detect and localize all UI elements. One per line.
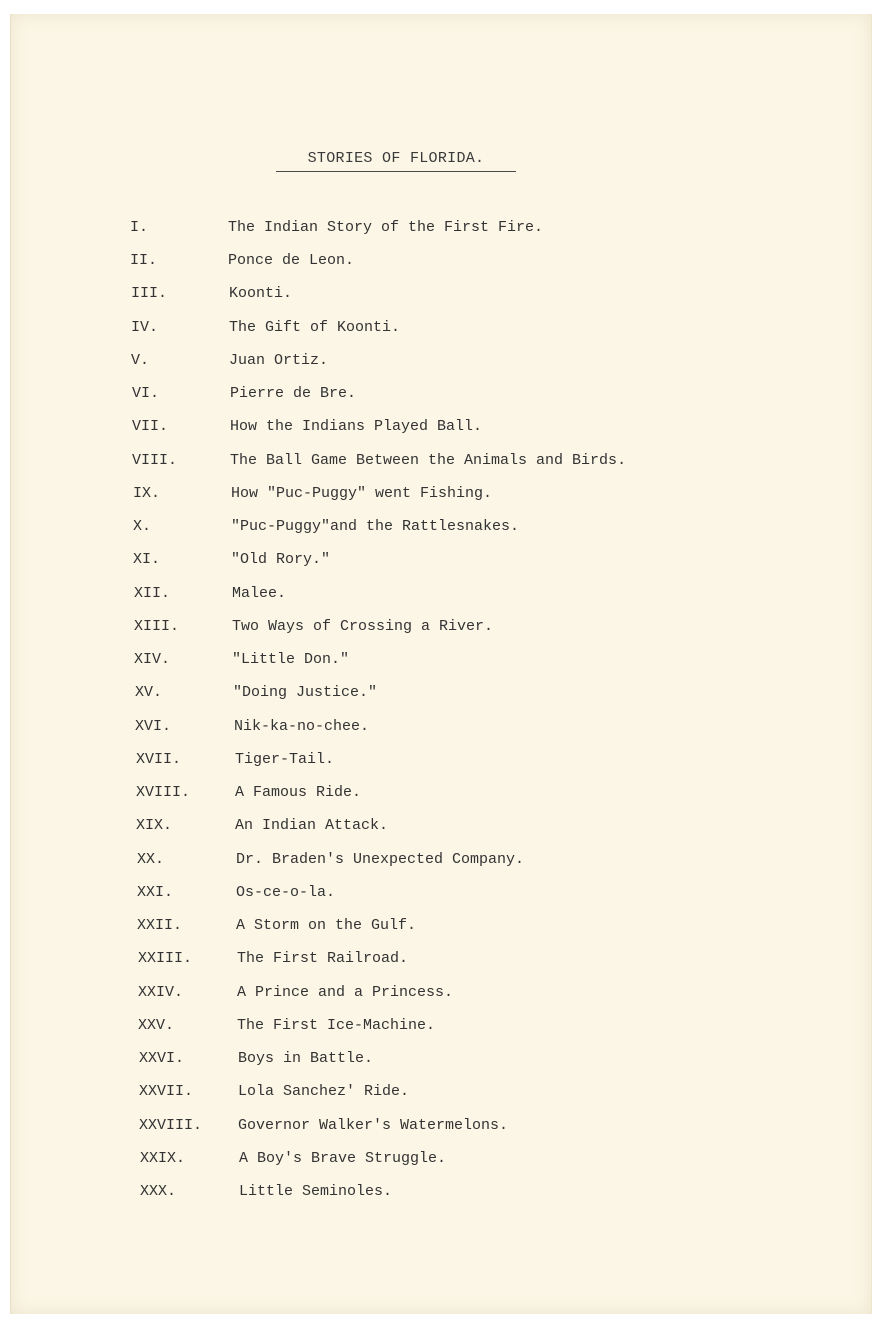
chapter-title: The First Railroad.	[237, 950, 409, 967]
chapter-title: How "Puc-Puggy" went Fishing.	[231, 485, 493, 502]
chapter-numeral: XI.	[133, 551, 161, 568]
chapter-title: "Little Don."	[232, 651, 350, 668]
chapter-title: Lola Sanchez' Ride.	[238, 1083, 410, 1100]
chapter-title: "Puc-Puggy"and the Rattlesnakes.	[231, 518, 520, 535]
chapter-numeral: XII.	[134, 585, 171, 602]
chapter-numeral: XXII.	[137, 917, 183, 934]
chapter-numeral: XXVI.	[139, 1050, 185, 1067]
chapter-title: The Ball Game Between the Animals and Birds.	[230, 452, 627, 469]
chapter-title: Dr. Braden's Unexpected Company.	[236, 851, 525, 868]
chapter-numeral: XXIX.	[140, 1150, 186, 1167]
chapter-title: Nik-ka-no-chee.	[234, 718, 370, 735]
chapter-title: The Indian Story of the First Fire.	[228, 219, 544, 236]
chapter-numeral: V.	[131, 352, 150, 369]
chapter-numeral: XIV.	[134, 651, 171, 668]
chapter-numeral: XXIV.	[138, 984, 184, 1001]
chapter-title: How the Indians Played Ball.	[230, 418, 483, 435]
chapter-numeral: XVI.	[135, 718, 172, 735]
chapter-title: Koonti.	[229, 285, 293, 302]
chapter-title: Juan Ortiz.	[229, 352, 329, 369]
chapter-title: A Storm on the Gulf.	[236, 917, 417, 934]
chapter-title: Governor Walker's Watermelons.	[238, 1117, 509, 1134]
chapter-numeral: XIII.	[134, 618, 180, 635]
chapter-title: An Indian Attack.	[235, 817, 389, 834]
chapter-title: A Famous Ride.	[235, 784, 362, 801]
chapter-numeral: XIX.	[136, 817, 173, 834]
chapter-numeral: XXVIII.	[139, 1117, 203, 1134]
chapter-title: Boys in Battle.	[238, 1050, 374, 1067]
chapter-title: A Prince and a Princess.	[237, 984, 454, 1001]
chapter-title: "Doing Justice."	[233, 684, 378, 701]
chapter-title: The First Ice-Machine.	[237, 1017, 436, 1034]
document-title: STORIES OF FLORIDA.	[307, 150, 485, 167]
chapter-title: Malee.	[232, 585, 287, 602]
chapter-title: A Boy's Brave Struggle.	[239, 1150, 447, 1167]
chapter-numeral: XV.	[135, 684, 163, 701]
chapter-title: "Old Rory."	[231, 551, 331, 568]
chapter-numeral: XXIII.	[138, 950, 193, 967]
chapter-numeral: XXV.	[138, 1017, 175, 1034]
chapter-title: Os-ce-o-la.	[236, 884, 336, 901]
chapter-title: Ponce de Leon.	[228, 252, 355, 269]
chapter-numeral: III.	[131, 285, 168, 302]
chapter-numeral: XXVII.	[139, 1083, 194, 1100]
chapter-title: Two Ways of Crossing a River.	[232, 618, 494, 635]
chapter-numeral: XX.	[137, 851, 165, 868]
chapter-numeral: XXI.	[137, 884, 174, 901]
chapter-numeral: II.	[130, 252, 158, 269]
chapter-numeral: X.	[133, 518, 152, 535]
chapter-title: The Gift of Koonti.	[229, 319, 401, 336]
chapter-numeral: VI.	[132, 385, 160, 402]
chapter-title: Tiger-Tail.	[235, 751, 335, 768]
chapter-numeral: XVIII.	[136, 784, 191, 801]
chapter-numeral: VIII.	[132, 452, 178, 469]
chapter-numeral: IX.	[133, 485, 161, 502]
chapter-title: Little Seminoles.	[239, 1183, 393, 1200]
chapter-numeral: XVII.	[136, 751, 182, 768]
chapter-title: Pierre de Bre.	[230, 385, 357, 402]
chapter-numeral: XXX.	[140, 1183, 177, 1200]
chapter-numeral: VII.	[132, 418, 169, 435]
chapter-numeral: IV.	[131, 319, 159, 336]
chapter-numeral: I.	[130, 219, 149, 236]
